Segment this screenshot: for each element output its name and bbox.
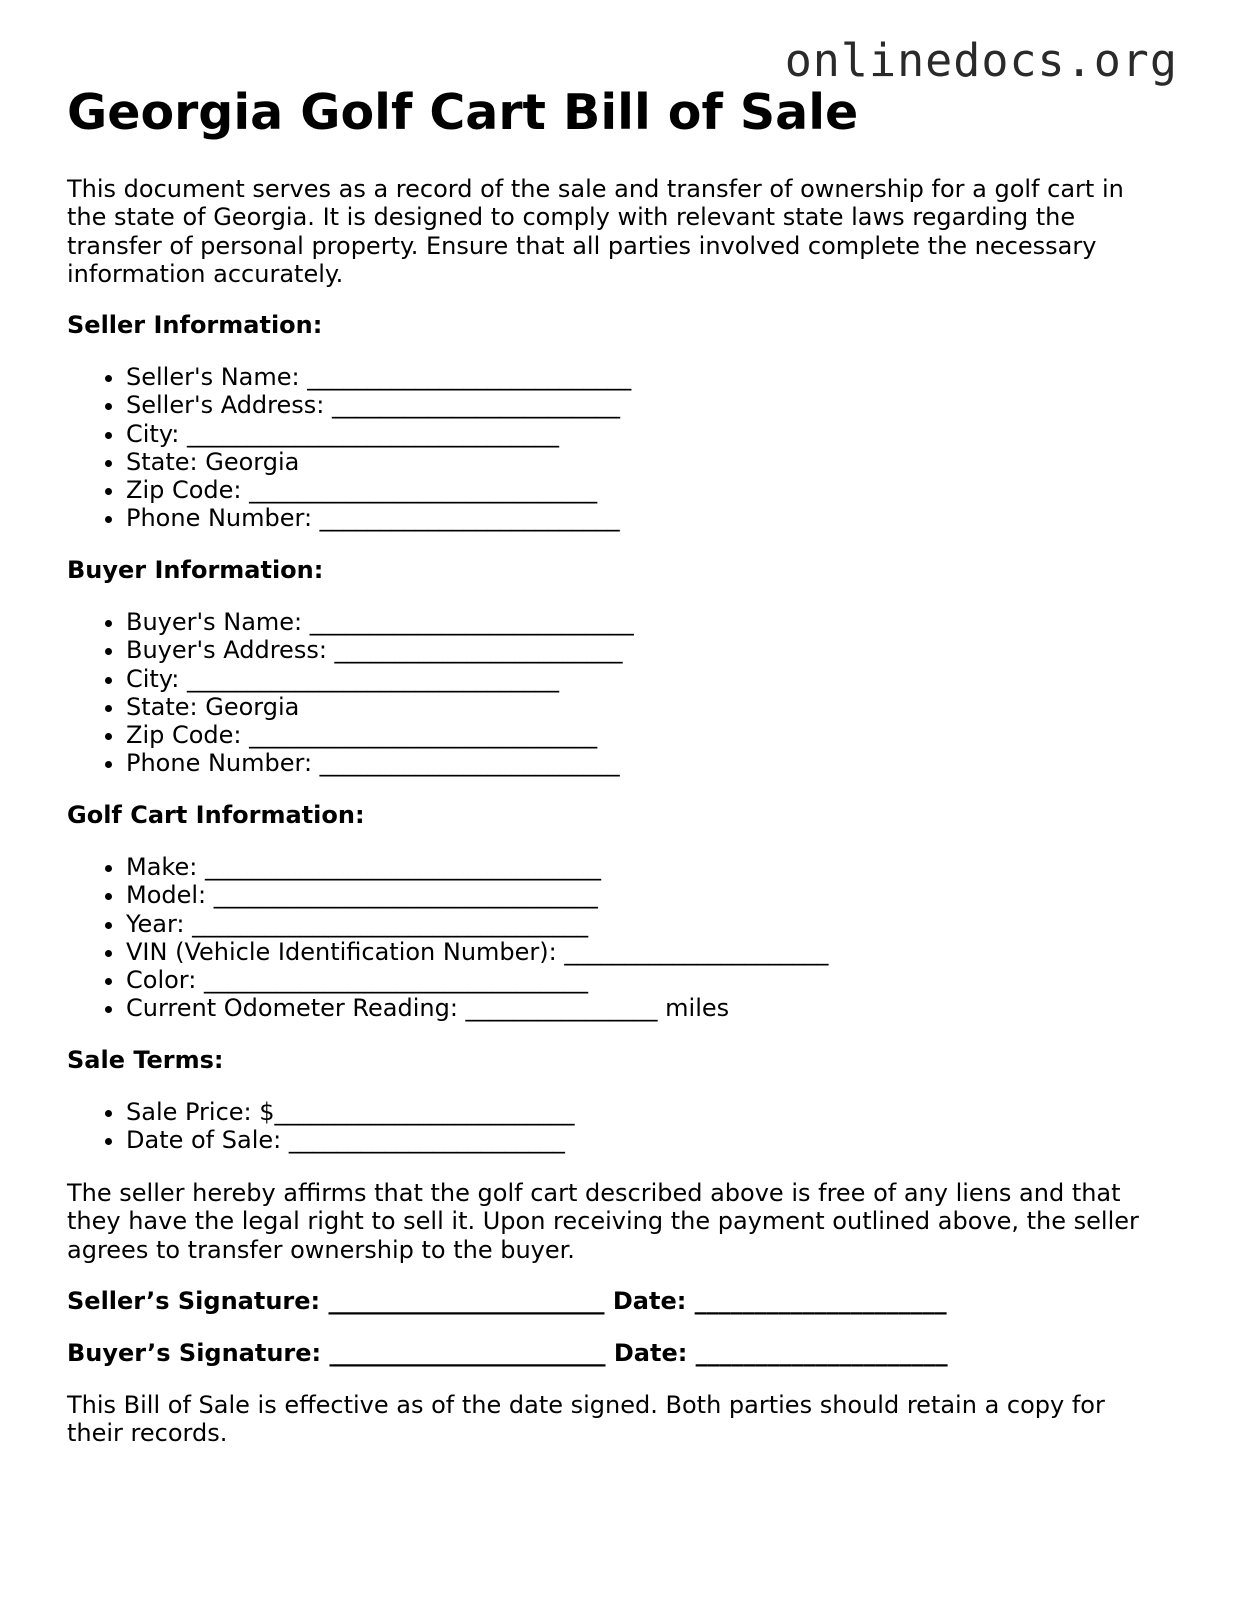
buyer-phone-field: • Phone Number: _________________________ [126,749,634,777]
buyer-zip-field: • Zip Code: _____________________________ [126,721,634,749]
cart-fields-list [67,853,828,1023]
cart-color-field: • Color: ________________________________ [126,966,828,994]
seller-section-heading: Seller Information: [67,311,323,339]
buyer-state-field: • State: Georgia [126,693,634,721]
buyer-fields-list [67,608,634,778]
terms-section-heading: Sale Terms: [67,1046,224,1074]
buyer-city-field: • City: _______________________________ [126,665,634,693]
buyer-section-heading: Buyer Information: [67,556,324,584]
buyer-signature-line: Buyer’s Signature: _______________________ Date: _____________________ [67,1339,948,1367]
seller-address-field: • Seller's Address: ________________________ [126,391,631,419]
intro-paragraph: This document serves as a record of the sale and transfer of ownership for a golf cart in the state of Georgia. It is designed to comply with relevant state laws regarding the transfer of personal property. Ensure that all parties involved complete the necessary information accurately. [67,175,1124,288]
cart-odometer-field: • Current Odometer Reading: ________________ miles [126,994,828,1022]
cart-model-field: • Model: ________________________________ [126,881,828,909]
cart-make-field: • Make: _________________________________ [126,853,828,881]
seller-city-field: • City: _______________________________ [126,420,631,448]
sale-date-field: • Date of Sale: _______________________ [126,1126,575,1154]
seller-phone-field: • Phone Number: _________________________ [126,504,631,532]
terms-fields-list [67,1098,575,1155]
cart-vin-field: • VIN (Vehicle Identification Number): ______________________ [126,938,828,966]
seller-name-field: • Seller's Name: ___________________________ [126,363,631,391]
sale-price-field: • Sale Price: $_________________________ [126,1098,575,1126]
buyer-address-field: • Buyer's Address: ________________________ [126,636,634,664]
document-title: Georgia Golf Cart Bill of Sale [67,84,859,141]
cart-section-heading: Golf Cart Information: [67,801,365,829]
seller-state-field: • State: Georgia [126,448,631,476]
closing-paragraph: This Bill of Sale is effective as of the date signed. Both parties should retain a copy for their records. [67,1391,1105,1448]
cart-year-field: • Year: _________________________________ [126,910,828,938]
buyer-name-field: • Buyer's Name: ___________________________ [126,608,634,636]
seller-signature-line: Seller’s Signature: _______________________ Date: _____________________ [67,1287,947,1315]
affirmation-paragraph: The seller hereby affirms that the golf cart described above is free of any liens and that they have the legal right to sell it. Upon receiving the payment outlined above, the seller agrees to transfer ownership to the buyer. [67,1179,1139,1264]
seller-zip-field: • Zip Code: _____________________________ [126,476,631,504]
seller-fields-list [67,363,631,533]
watermark: onlinedocs.org [784,34,1178,87]
